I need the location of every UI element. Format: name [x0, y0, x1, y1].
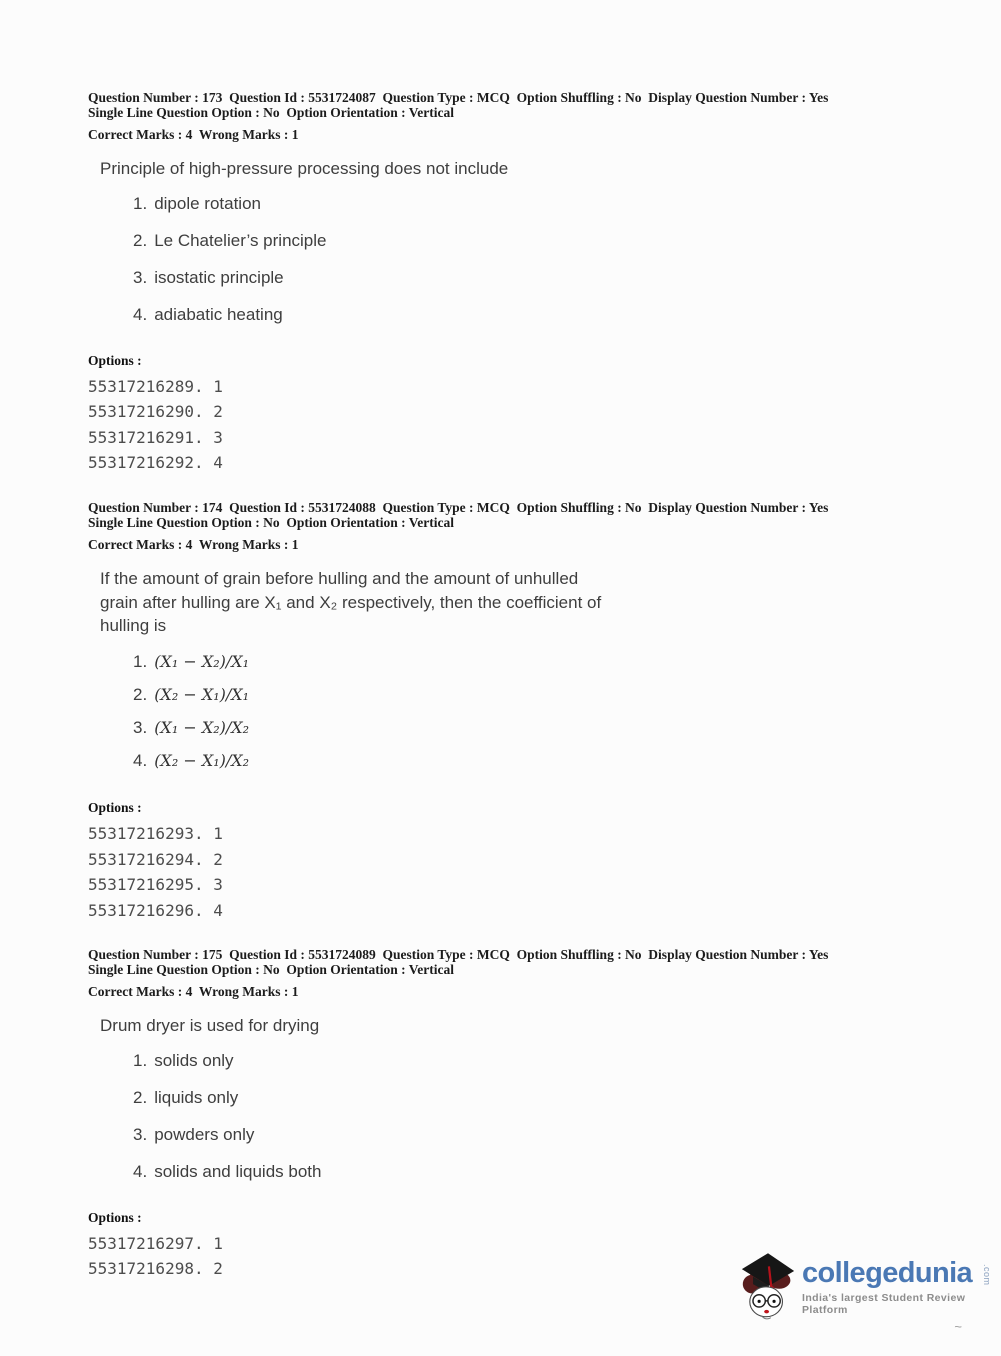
question-marks-line: Correct Marks : 4 Wrong Marks : 1 [88, 536, 299, 552]
choice-list [133, 195, 918, 324]
choice-item [133, 195, 918, 213]
choice-item [133, 685, 918, 705]
mascot-icon [740, 1246, 796, 1329]
choice-number: 4. [133, 751, 148, 771]
logo-squiggle-mark: ~ [954, 1319, 962, 1334]
options-heading: Options : [88, 1209, 142, 1225]
question-meta-line-2: Single Line Question Option : No Option Orientation : Vertical [88, 105, 455, 120]
option-id: 55317216289. 1 [88, 376, 223, 396]
option-id: 55317216298. 2 [88, 1259, 223, 1279]
option-id: 55317216293. 1 [88, 824, 223, 844]
choice-label: solids and liquids both [154, 1161, 322, 1181]
option-id-list [88, 374, 918, 476]
choice-item [133, 718, 918, 738]
logo-text-block [802, 1257, 992, 1316]
option-id: 55317216290. 2 [88, 402, 223, 422]
choice-item [133, 1163, 918, 1181]
choice-formula: (X₁ − X₂)/X₂ [154, 718, 250, 738]
question-marks-line: Correct Marks : 4 Wrong Marks : 1 [88, 127, 299, 142]
choice-item [133, 751, 918, 771]
question-text: If the amount of grain before hulling and the amount of unhulled grain after hulling are X₁ and X₂ respectively, then the coefficient of hulling is [100, 568, 602, 636]
option-id: 55317216292. 4 [88, 453, 223, 473]
choice-number: 2. [133, 230, 148, 250]
choice-number: 3. [133, 718, 148, 738]
choice-list [133, 652, 918, 771]
choice-label: powders only [154, 1124, 255, 1144]
question-text: Principle of high-pressure processing does not include [100, 159, 509, 178]
question-marks-line: Correct Marks : 4 Wrong Marks : 1 [88, 984, 299, 1000]
option-id: 55317216291. 3 [88, 427, 223, 447]
question-block-175 [88, 947, 918, 1282]
choice-label: solids only [154, 1050, 234, 1070]
choice-item [133, 232, 918, 250]
questions-list [88, 90, 918, 1282]
choice-label: dipole rotation [154, 193, 261, 213]
option-id: 55317216297. 1 [88, 1233, 223, 1253]
choice-label: Le Chatelier’s principle [154, 230, 327, 250]
logo-tagline: India's largest Student Review Platform [802, 1292, 966, 1316]
question-block-173 [88, 90, 918, 476]
choice-number: 1. [133, 193, 148, 213]
logo-tld: .com [982, 1264, 992, 1286]
choice-label: liquids only [154, 1087, 239, 1107]
choice-formula: (X₂ − X₁)/X₂ [154, 751, 250, 771]
option-id: 55317216294. 2 [88, 849, 223, 869]
choice-number: 1. [133, 652, 148, 672]
question-text: Drum dryer is used for drying [100, 1016, 320, 1036]
question-meta-line-2: Single Line Question Option : No Option Orientation : Vertical [88, 514, 455, 530]
option-id: 55317216296. 4 [88, 900, 223, 920]
question-block-174 [88, 500, 918, 923]
choice-item [133, 1089, 918, 1107]
choice-number: 3. [133, 267, 148, 287]
choice-item [133, 269, 918, 287]
collegedunia-logo [740, 1246, 992, 1334]
question-meta-line-1: Question Number : 174 Question Id : 5531724088 Question Type : MCQ Option Shuffling : No Display Question Number : Yes [88, 499, 829, 515]
options-heading: Options : [88, 352, 142, 368]
question-meta-line-1: Question Number : 173 Question Id : 5531724087 Question Type : MCQ Option Shuffling : No Display Question Number : Yes [88, 90, 829, 105]
choice-item [133, 1126, 918, 1144]
options-heading: Options : [88, 800, 142, 816]
choice-item [133, 652, 918, 672]
logo-wordmark: collegedunia [802, 1257, 973, 1289]
choice-item [133, 306, 918, 324]
choice-number: 2. [133, 1087, 148, 1107]
choice-list [133, 1052, 918, 1181]
choice-item [133, 1052, 918, 1070]
choice-number: 2. [133, 685, 148, 705]
choice-formula: (X₁ − X₂)/X₁ [154, 652, 250, 672]
option-id: 55317216295. 3 [88, 875, 223, 895]
choice-label: adiabatic heating [154, 304, 283, 324]
option-id-list [88, 821, 918, 923]
choice-number: 4. [133, 304, 148, 324]
choice-number: 3. [133, 1124, 148, 1144]
question-meta-line-1: Question Number : 175 Question Id : 5531724089 Question Type : MCQ Option Shuffling : No Display Question Number : Yes [88, 947, 829, 963]
choice-formula: (X₂ − X₁)/X₁ [154, 685, 250, 705]
choice-label: isostatic principle [154, 267, 284, 287]
question-meta-line-2: Single Line Question Option : No Option Orientation : Vertical [88, 962, 455, 978]
choice-number: 4. [133, 1161, 148, 1181]
choice-number: 1. [133, 1050, 148, 1070]
